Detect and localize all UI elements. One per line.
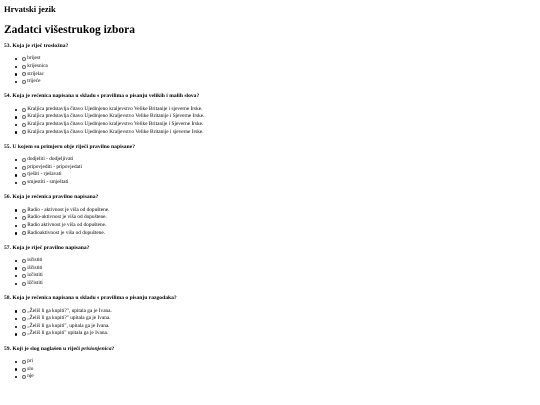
bullet-icon [15,159,17,161]
answer-label: „Želiš li ga kupiti?", upitala ga je Ivana. [27,307,112,314]
bullet-icon [15,333,17,335]
question-text: 59. Koji je slog naglašen u riječi prisionjenica? [4,345,115,352]
bullet-icon [15,376,17,378]
bullet-icon [15,124,17,126]
page-title: Zadatci višestrukog izbora [4,24,135,36]
radio-button[interactable] [22,216,26,220]
answer-label: brijest [27,55,41,62]
answer-options [4,308,534,338]
bullet-icon [15,225,17,227]
answer-options [4,207,534,237]
bullet-icon [15,131,17,133]
answer-label: Radio aktivnost je viša od dopuštene. [27,221,107,228]
question-text: 55. U kojem su primjeru obje riječi pravilno napisane? [4,143,135,150]
radio-button[interactable] [22,317,26,321]
radio-button[interactable] [22,259,26,263]
answer-options [4,55,534,85]
answer-label: dodjeliti - dodjeljivati [27,156,74,163]
radio-button[interactable] [22,231,26,235]
answer-label: pri [27,358,34,365]
radio-button[interactable] [22,274,26,278]
answer-option [22,171,534,179]
answer-label: „Želiš li ga kupiti" upitala ga je Ivana. [27,330,109,337]
bullet-icon [15,232,17,234]
question-text: 56. Koja je rečenica pravilno napisana? [4,194,99,201]
answer-label: pripovjediti - pripovjedati [27,163,82,170]
bullet-icon [15,182,17,184]
answer-label: izčistiti [27,272,43,279]
answer-option [22,257,534,265]
answer-option [22,358,534,366]
radio-button[interactable] [22,173,26,177]
radio-button[interactable] [22,224,26,228]
bullet-icon [15,81,17,83]
radio-button[interactable] [22,72,26,76]
bullet-icon [15,116,17,118]
answer-options [4,156,534,186]
answer-options [4,257,534,287]
answer-option [22,164,534,172]
bullet-icon [15,58,17,60]
radio-button[interactable] [22,108,26,112]
answer-option [22,222,534,230]
answer-label: strijelac [27,70,44,77]
bullet-icon [15,167,17,169]
answer-option [22,315,534,323]
answer-label: „Želiš li ga kupiti?" upitala ga je Ivana. [27,315,111,322]
bullet-icon [15,275,17,277]
question-text: 57. Koja je riječ pravilno napisana? [4,244,90,251]
radio-button[interactable] [22,181,26,185]
bullet-icon [15,109,17,111]
question-57 [4,244,534,288]
answer-label: iščistiti [27,264,43,271]
question-53 [4,42,534,86]
radio-button[interactable] [22,158,26,162]
answer-options [4,106,534,136]
radio-button[interactable] [22,209,26,213]
question-text: 54. Koja je rečenica napisana u skladu s pravilima o pisanju velikih i malih slova? [4,93,200,100]
answer-option [22,280,534,288]
answer-option [22,373,534,381]
question-text: 53. Koja je riječ trosložna? [4,43,69,49]
radio-button[interactable] [22,166,26,170]
answer-option [22,63,534,71]
answer-option [22,265,534,273]
radio-button[interactable] [22,360,26,364]
question-55 [4,143,534,187]
answer-label: Radioaktivnost je viša od dopuštene. [27,229,106,236]
answer-options [4,358,534,381]
radio-button[interactable] [22,115,26,119]
radio-button[interactable] [22,309,26,313]
bullet-icon [15,326,17,328]
radio-button[interactable] [22,57,26,61]
radio-button[interactable] [22,368,26,372]
answer-label: Radio - aktivnost je viša od dopuštene. [27,206,110,213]
bullet-icon [15,73,17,75]
answer-option [22,71,534,79]
answer-option [22,156,534,164]
subject-heading: Hrvatski jezik [4,4,56,14]
answer-label: isčistiti [27,257,43,264]
answer-option [22,230,534,238]
answer-label: smjestiti - smještati [27,179,69,186]
radio-button[interactable] [22,80,26,84]
question-58 [4,294,534,338]
answer-option [22,106,534,114]
bullet-icon [15,368,17,370]
answer-option [22,366,534,374]
answer-label: rjеšiti - rješavati [27,171,62,178]
bullet-icon [15,217,17,219]
bullet-icon [15,310,17,312]
radio-button[interactable] [22,325,26,329]
bullet-icon [15,318,17,320]
answer-label: slo [27,365,34,372]
answer-label: ižčistiti [27,279,43,286]
question-56 [4,193,534,237]
answer-label: krijesnica [27,62,48,69]
answer-option [22,272,534,280]
bullet-icon [15,361,17,363]
answer-option [22,78,534,86]
bullet-icon [15,283,17,285]
answer-label: Kraljica predstavlja čitavo Ujedinjeno Kraljevstvo Velike Britanije i Sjeverne Irske. [27,113,205,120]
worksheet-page [4,3,534,388]
answer-option [22,330,534,338]
answer-option [22,113,534,121]
answer-option [22,129,534,137]
question-54 [4,92,534,136]
answer-label: „Želiš li ga kupiti", upitala ga je Ivana. [27,322,110,329]
answer-label: Radio-aktivnost je viša od dopuštene. [27,214,107,221]
answer-option [22,179,534,187]
answer-option [22,214,534,222]
bullet-icon [15,174,17,176]
bullet-icon [15,260,17,262]
answer-label: trijeće [27,78,41,85]
answer-option [22,207,534,215]
question-text: 58. Koja je rečenica napisana u skladu s pravilima o pisanju razgodaka? [4,295,177,302]
answer-label: nje [27,373,34,380]
emphasized-word: prisionjenica [81,345,112,352]
radio-button[interactable] [22,332,26,336]
answer-label: Kraljica predstavlja čitavo Ujedinjeno kraljevstvo Velike Britanije i Sjeverne Irske. [27,121,204,128]
question-59 [4,345,534,381]
answer-option [22,121,534,129]
radio-button[interactable] [22,267,26,271]
radio-button[interactable] [22,65,26,69]
radio-button[interactable] [22,123,26,127]
answer-label: Kraljica predstavlja čitavo Ujedinjeno Kraljevstvo Velike Britanije i sjeverne Irske. [27,128,204,135]
radio-button[interactable] [22,375,26,379]
bullet-icon [15,209,17,211]
answer-option [22,55,534,63]
radio-button[interactable] [22,282,26,286]
bullet-icon [15,267,17,269]
radio-button[interactable] [22,130,26,134]
answer-label: Kraljica predstavlja čitavo Ujedinjeno kraljevstvo Velike Britanije i sjeverne Irske. [27,105,203,112]
bullet-icon [15,66,17,68]
